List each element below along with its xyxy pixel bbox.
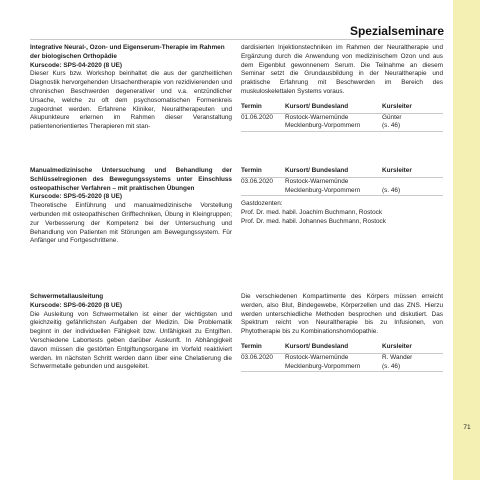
table-cell-date: 03.06.2020 bbox=[241, 177, 273, 185]
seminar-1-right bbox=[241, 44, 443, 132]
seminar-1-schedule-table bbox=[241, 103, 443, 132]
guest-lecturers-label: Gastdozenten: bbox=[241, 200, 283, 208]
table-header-termin: Termin bbox=[241, 167, 285, 177]
table-row bbox=[241, 113, 443, 122]
seminar-2-course-code: Kurscode: SPS-05-2020 (8 UE) bbox=[30, 193, 122, 201]
table-row bbox=[241, 363, 443, 372]
table-row bbox=[241, 122, 443, 131]
seminar-2-title: Manualmedizinische Untersuchung und Behandlung der Schlüsselregionen des Bewegungssystems unter Einschluss osteopathischer Verfahren – mit praktischen Übungen bbox=[30, 167, 232, 192]
seminar-3-left bbox=[30, 293, 232, 372]
table-cell-location: Mecklenburg-Vorpommern bbox=[285, 187, 382, 196]
table-cell-date: 01.06.2020 bbox=[241, 113, 273, 121]
table-cell-date bbox=[241, 187, 285, 196]
seminar-1-description-part1: Dieser Kurs bzw. Workshop beinhaltet die aus der ganzheitlichen Diagnostik hervorgehenden Ursachentherapie von rezidivierenden und chronischen Beschwerden degenerativer und v.a. entzündlicher Ursache, welche zu oft dem psychosomatischen Formenkreis zugeordnet werden. Erfahrene Kliniker, Neuraltherapeuten und Akupunkteure erlernen im Rahmen dieser Veranstaltung patientenorientiertes Therapieren mit stan- bbox=[30, 70, 232, 131]
seminar-3-description-part2: Die verschiedenen Kompartimente des Körpers müssen erreicht werden, also Blut, Bindegewebe, Körperzellen und das ZNS. Hierzu werden unterschiedliche Methoden besprochen und diskutiert. Das Spektrum reicht von Neuraltherapie bis zu Infusionen, von Phytotherapie bis zu Kombinationshomöopathie. bbox=[241, 293, 443, 336]
table-cell-date: 03.06.2020 bbox=[241, 353, 273, 361]
side-color-strip bbox=[453, 0, 480, 480]
table-header-kursleiter: Kursleiter bbox=[382, 103, 443, 113]
table-cell-location: Rostock-Warnemünde bbox=[285, 177, 349, 185]
seminar-2-right bbox=[241, 167, 443, 227]
table-cell-lecturer: R. Wander bbox=[382, 353, 413, 361]
table-cell-lecturer: (s. 46) bbox=[382, 363, 443, 372]
table-header-kursort: Kursort/ Bundesland bbox=[285, 343, 382, 353]
seminar-3-schedule-table bbox=[241, 343, 443, 372]
table-cell-date bbox=[241, 363, 285, 372]
table-row bbox=[241, 177, 443, 186]
seminar-2-schedule-table bbox=[241, 167, 443, 196]
seminar-2-left bbox=[30, 167, 232, 246]
seminar-3-course-code: Kurscode: SPS-06-2020 (8 UE) bbox=[30, 301, 122, 309]
header-divider bbox=[30, 39, 444, 40]
table-cell-lecturer: (s. 46) bbox=[382, 187, 443, 196]
table-cell-location: Mecklenburg-Vorpommern bbox=[285, 122, 382, 131]
table-cell-lecturer: (s. 46) bbox=[382, 122, 443, 131]
table-row bbox=[241, 187, 443, 196]
page-number: 71 bbox=[463, 424, 471, 431]
guest-lecturer-2: Prof. Dr. med. habil. Johannes Buchmann, Rostock bbox=[241, 217, 386, 225]
seminar-1-course-code: Kurscode: SPS-04-2020 (8 UE) bbox=[30, 61, 122, 69]
seminar-3-description-part1: Die Ausleitung von Schwermetallen ist einer der wichtigsten und gleichzeitig gefährlichsten Aufgaben der Medizin. Die Problematik beginnt in der individuellen Fähigkeit bzw. Unfähigkeit zu Entgiften. Verschiedene Labortests geben darüber Auskunft. In Abhängigkeit davon müssen die gestörten Entgiftungsorgane im Vorfeld reaktiviert werden. Im nächsten Schritt werden dann über eine Chelatierung die Schwermetalle gebunden und ausgeleitet. bbox=[30, 310, 232, 371]
seminar-1-description-part2: dardisierten Injektionstechniken im Rahmen der Neuraltherapie und Ergänzung durch die Anwendung von medizinischem Ozon und aus dem Eigenblut gewonnenem Serum. Die Teilnahme an diesem Seminar setzt die Grundausbildung in der Neuraltherapie und praktische Erfahrung mit Beschwerden im Bereich des muskuloskelettalen Systems voraus. bbox=[241, 44, 443, 95]
table-header-kursleiter: Kursleiter bbox=[382, 343, 443, 353]
table-cell-location: Rostock-Warnemünde bbox=[285, 113, 349, 121]
table-cell-location: Mecklenburg-Vorpommern bbox=[285, 363, 382, 372]
table-cell-date bbox=[241, 122, 285, 131]
table-header-termin: Termin bbox=[241, 343, 285, 353]
seminar-3-right bbox=[241, 293, 443, 372]
table-header-kursleiter: Kursleiter bbox=[382, 167, 443, 177]
seminar-1-left bbox=[30, 44, 232, 132]
seminar-2-description: Theoretische Einführung und manualmedizinische Vorstellung verbunden mit osteopathischen Grifftechniken, Übung in Kleingruppen; zur Verbesserung der Kompetenz bei der Untersuchung und Behandlung von Patienten mit Störungen am Bewegungssystem. Für Anfänger und Fortgeschrittene. bbox=[30, 202, 232, 245]
table-header-kursort: Kursort/ Bundesland bbox=[285, 103, 382, 113]
seminar-1-title: Integrative Neural-, Ozon- und Eigenserum-Therapie im Rahmen der biologischen Orthopädie bbox=[30, 44, 225, 60]
table-header-kursort: Kursort/ Bundesland bbox=[285, 167, 382, 177]
table-cell-lecturer bbox=[382, 177, 443, 186]
page-title: Spezialseminare bbox=[349, 24, 444, 38]
guest-lecturer-1: Prof. Dr. med. habil. Joachim Buchmann, Rostock bbox=[241, 209, 383, 217]
seminar-3-title: Schwermetallausleitung bbox=[30, 293, 104, 300]
table-row bbox=[241, 353, 443, 362]
table-header-termin: Termin bbox=[241, 103, 285, 113]
table-cell-location: Rostock-Warnemünde bbox=[285, 353, 349, 361]
table-cell-lecturer: Günter bbox=[382, 113, 402, 121]
